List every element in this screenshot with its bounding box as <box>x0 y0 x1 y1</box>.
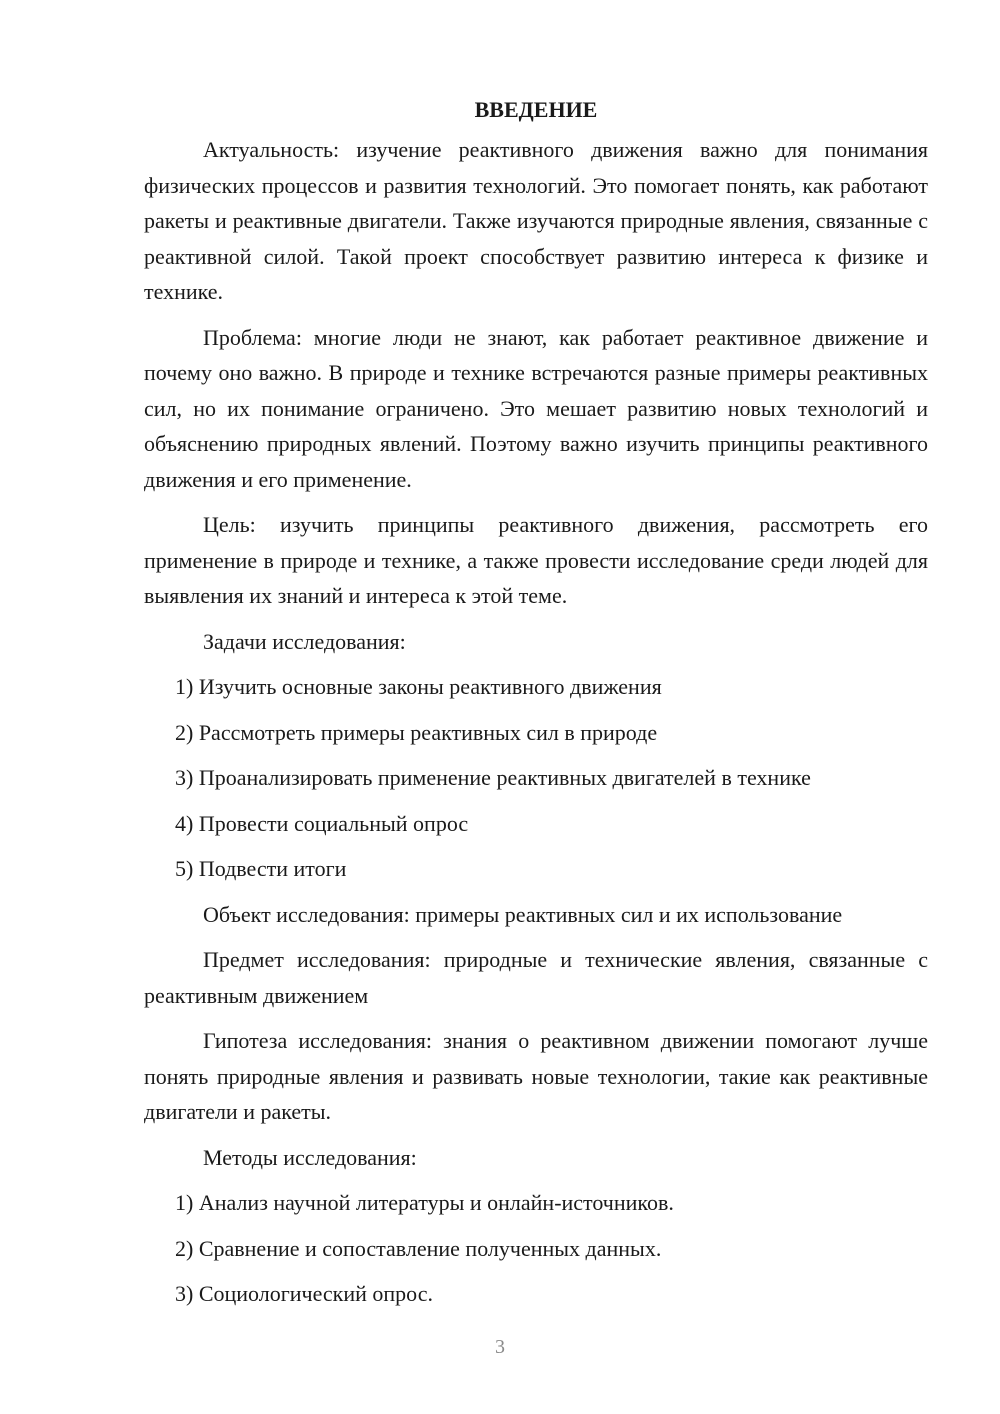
paragraph-problem: Проблема: многие люди не знают, как работает реактивное движение и почему оно важно. В природе и технике встречаются разные примеры реактивных сил, но их понимание ограничено. Это мешает развитию новых технологий и объяснению природных явлений. Поэтому важно изучить принципы реактивного движения и его применение. <box>144 324 928 492</box>
paragraph-hypothesis: Гипотеза исследования: знания о реактивном движении помогают лучше понять природные явления и развивать новые технологии, такие как реактивные двигатели и ракеты. <box>144 1028 928 1124</box>
list-item: 2) Рассмотреть примеры реактивных сил в природе <box>175 719 658 745</box>
page-title: ВВЕДЕНИЕ <box>474 97 598 122</box>
list-item: 5) Подвести итоги <box>175 856 347 881</box>
tasks-list <box>144 669 928 887</box>
list-item: 2) Сравнение и сопоставление полученных данных. <box>175 1235 662 1261</box>
methods-list <box>144 1185 928 1312</box>
paragraph-subject: Предмет исследования: природные и технические явления, связанные с реактивным движением <box>144 947 928 1008</box>
page-number: 3 <box>495 1336 505 1358</box>
list-item: 3) Социологический опрос. <box>175 1281 433 1306</box>
paragraph-object: Объект исследования: примеры реактивных сил и их использование <box>203 901 843 927</box>
document-page <box>144 92 928 1322</box>
list-item: 4) Провести социальный опрос <box>175 810 469 836</box>
paragraph-relevance: Актуальность: изучение реактивного движения важно для понимания физических процессов и развития технологий. Это помогает понять, как работают ракеты и реактивные двигатели. Также изучаются природные явления, связанные с реактивной силой. Такой проект способствует развитию интереса к физике и технике. <box>144 137 928 304</box>
list-item: 1) Анализ научной литературы и онлайн-источников. <box>175 1190 674 1215</box>
list-item: 1) Изучить основные законы реактивного движения <box>175 674 662 699</box>
tasks-heading: Задачи исследования: <box>203 628 406 654</box>
methods-heading: Методы исследования: <box>203 1144 417 1170</box>
list-item: 3) Проанализировать применение реактивных двигателей в технике <box>175 765 811 790</box>
paragraph-goal: Цель: изучить принципы реактивного движения, рассмотреть его применение в природе и технике, а также провести исследование среди людей для выявления их знаний и интереса к этой теме. <box>144 512 928 608</box>
